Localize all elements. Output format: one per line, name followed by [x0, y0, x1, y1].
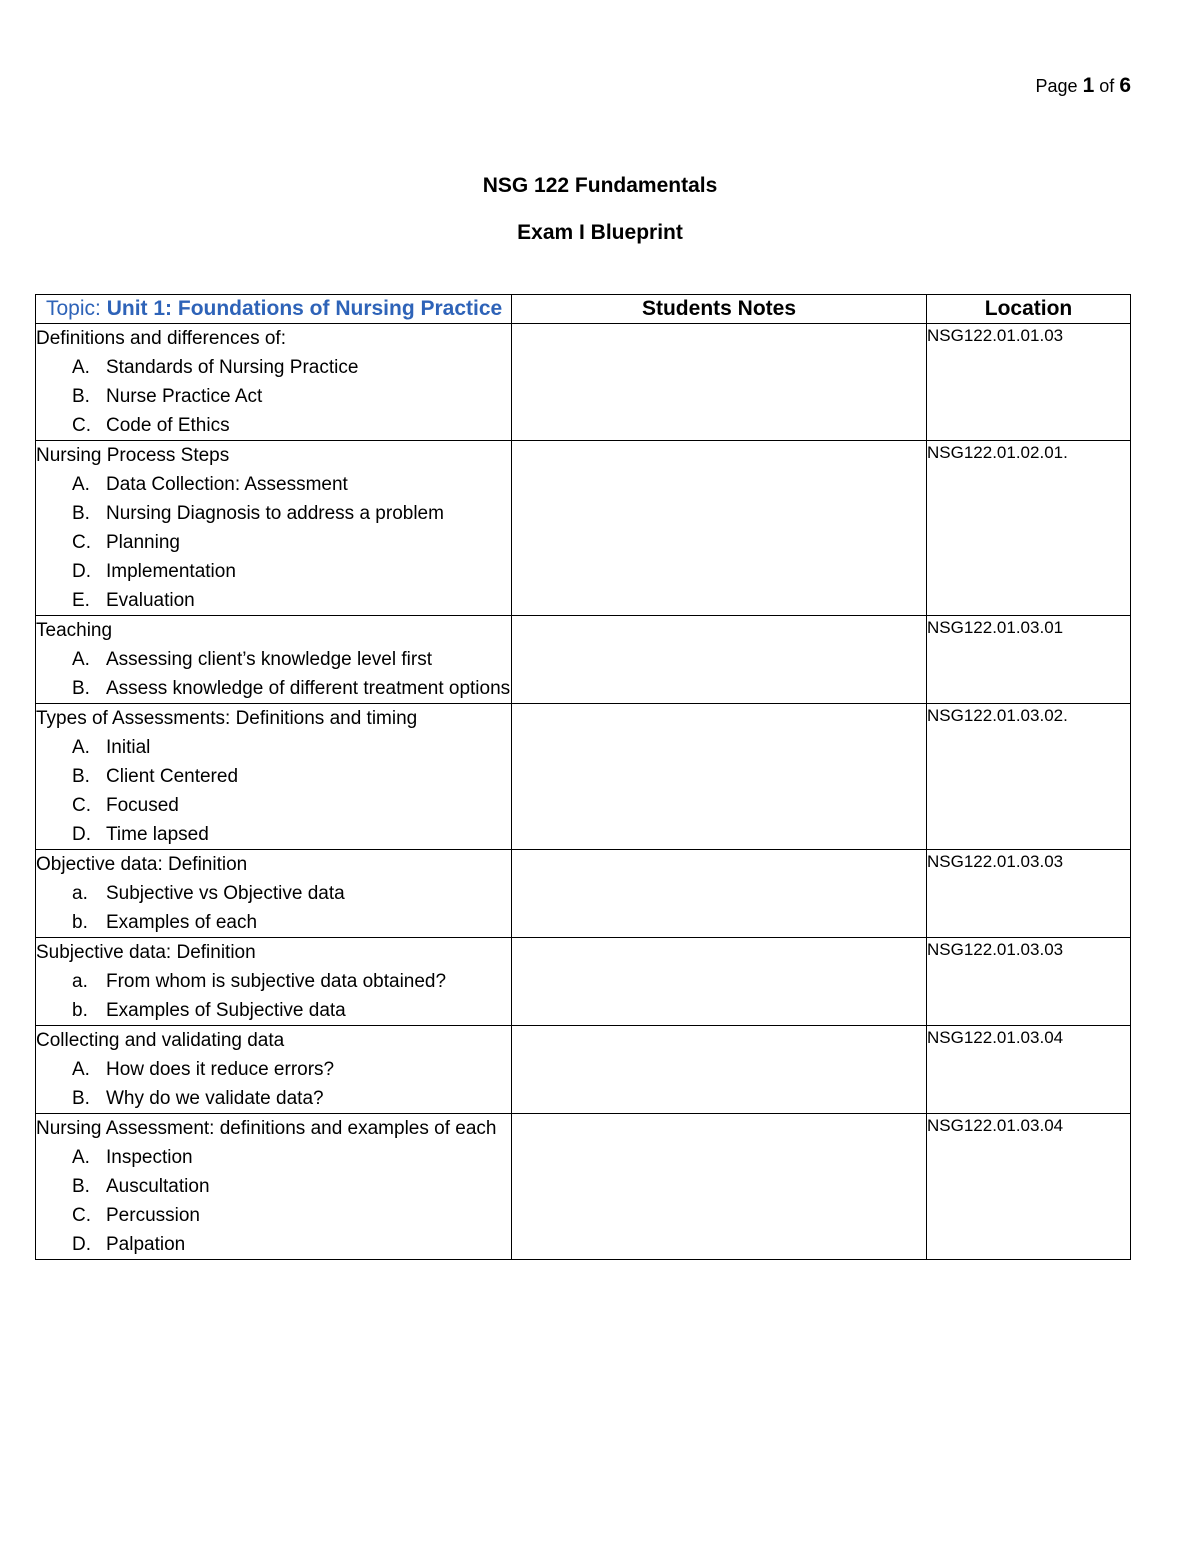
table-row [36, 1114, 1131, 1260]
table-row [36, 616, 1131, 704]
list-item [36, 499, 511, 528]
item-list [36, 733, 511, 849]
topic-prefix: Topic: [46, 297, 101, 320]
topic-cell [36, 850, 512, 938]
item-text: Assessing client’s knowledge level first [106, 649, 432, 670]
list-item [36, 1172, 511, 1201]
topic-cell [36, 1114, 512, 1260]
list-item [36, 674, 511, 703]
topic-header [36, 295, 512, 324]
topic-cell [36, 1026, 512, 1114]
document-title: NSG 122 Fundamentals [482, 174, 718, 197]
list-item [36, 733, 511, 762]
item-marker: B. [72, 1088, 90, 1109]
location-cell: NSG122.01.03.01 [927, 616, 1131, 704]
item-text: Assess knowledge of different treatment options [106, 678, 511, 699]
page-number [1000, 74, 1131, 98]
item-text: Implementation [106, 561, 236, 582]
item-marker: B. [72, 766, 90, 787]
row-heading: Definitions and differences of: [36, 328, 286, 349]
list-item [36, 411, 511, 440]
location-cell: NSG122.01.03.03 [927, 938, 1131, 1026]
location-cell: NSG122.01.03.04 [927, 1026, 1131, 1114]
item-text: Standards of Nursing Practice [106, 357, 359, 378]
page-total: 6 [1119, 74, 1131, 97]
topic-cell [36, 938, 512, 1026]
item-marker: C. [72, 795, 91, 816]
item-text: Palpation [106, 1234, 186, 1255]
item-marker: C. [72, 1205, 91, 1226]
row-heading: Types of Assessments: Definitions and timing [36, 708, 418, 729]
item-text: Examples of each [106, 912, 258, 933]
location-cell: NSG122.01.01.03 [927, 324, 1131, 441]
table-row [36, 704, 1131, 850]
item-marker: B. [72, 386, 90, 407]
list-item [36, 1201, 511, 1230]
list-item [36, 908, 511, 937]
item-marker: A. [72, 1059, 90, 1080]
item-marker: D. [72, 824, 91, 845]
item-text: Time lapsed [106, 824, 209, 845]
list-item [36, 762, 511, 791]
blueprint-table [35, 294, 1131, 1260]
row-heading: Nursing Process Steps [36, 445, 230, 466]
item-text: Focused [106, 795, 179, 816]
list-item [36, 557, 511, 586]
item-marker: b. [72, 912, 88, 933]
location-header: Location [927, 295, 1131, 324]
list-item [36, 1143, 511, 1172]
list-item [36, 1084, 511, 1113]
topic-cell [36, 616, 512, 704]
item-list [36, 1143, 511, 1259]
item-marker: E. [72, 590, 90, 611]
topic-cell [36, 704, 512, 850]
item-text: How does it reduce errors? [106, 1059, 335, 1080]
list-item [36, 528, 511, 557]
notes-cell[interactable] [512, 1114, 927, 1260]
item-marker: B. [72, 1176, 90, 1197]
item-text: Auscultation [106, 1176, 210, 1197]
item-marker: a. [72, 883, 88, 904]
item-marker: A. [72, 737, 90, 758]
row-heading: Teaching [36, 620, 113, 641]
item-list [36, 470, 511, 615]
row-heading: Collecting and validating data [36, 1030, 285, 1051]
item-marker: C. [72, 415, 91, 436]
location-cell: NSG122.01.03.02. [927, 704, 1131, 850]
topic-cell [36, 324, 512, 441]
item-list [36, 1055, 511, 1113]
item-marker: D. [72, 1234, 91, 1255]
item-text: Evaluation [106, 590, 195, 611]
item-text: Percussion [106, 1205, 200, 1226]
list-item [36, 645, 511, 674]
item-marker: A. [72, 1147, 90, 1168]
item-marker: B. [72, 503, 90, 524]
item-marker: b. [72, 1000, 88, 1021]
item-text: Nurse Practice Act [106, 386, 263, 407]
list-item [36, 1055, 511, 1084]
table-row [36, 1026, 1131, 1114]
notes-cell[interactable] [512, 324, 927, 441]
list-item [36, 353, 511, 382]
table-row [36, 324, 1131, 441]
item-marker: A. [72, 474, 90, 495]
page-current: 1 [1082, 74, 1095, 97]
item-list [36, 879, 511, 937]
item-text: Inspection [106, 1147, 193, 1168]
item-marker: a. [72, 971, 88, 992]
item-text: From whom is subjective data obtained? [106, 971, 447, 992]
notes-header: Students Notes [512, 295, 927, 324]
item-marker: C. [72, 532, 91, 553]
item-list [36, 645, 511, 703]
list-item [36, 586, 511, 615]
notes-cell[interactable] [512, 704, 927, 850]
item-list [36, 967, 511, 1025]
item-text: Planning [106, 532, 180, 553]
item-marker: A. [72, 357, 90, 378]
page-of: of [1099, 76, 1115, 96]
table-row [36, 938, 1131, 1026]
location-cell: NSG122.01.03.04 [927, 1114, 1131, 1260]
list-item [36, 791, 511, 820]
item-marker: A. [72, 649, 90, 670]
row-heading: Subjective data: Definition [36, 942, 256, 963]
topic-name: Unit 1: Foundations of Nursing Practice [106, 297, 503, 320]
item-text: Subjective vs Objective data [106, 883, 345, 904]
location-cell: NSG122.01.03.03 [927, 850, 1131, 938]
table-row [36, 441, 1131, 616]
row-heading: Nursing Assessment: definitions and examples of each [36, 1118, 497, 1139]
item-marker: D. [72, 561, 91, 582]
table-row [36, 850, 1131, 938]
location-cell: NSG122.01.02.01. [927, 441, 1131, 616]
list-item [36, 1230, 511, 1259]
notes-cell[interactable] [512, 938, 927, 1026]
page-label: Page [1035, 76, 1078, 96]
list-item [36, 820, 511, 849]
list-item [36, 879, 511, 908]
topic-cell [36, 441, 512, 616]
item-text: Code of Ethics [106, 415, 230, 436]
item-text: Why do we validate data? [106, 1088, 324, 1109]
row-heading: Objective data: Definition [36, 854, 248, 875]
list-item [36, 382, 511, 411]
notes-cell[interactable] [512, 616, 927, 704]
list-item [36, 996, 511, 1025]
list-item [36, 470, 511, 499]
item-text: Examples of Subjective data [106, 1000, 346, 1021]
document-subtitle: Exam I Blueprint [517, 221, 683, 244]
item-text: Initial [106, 737, 151, 758]
notes-cell[interactable] [512, 850, 927, 938]
item-text: Client Centered [106, 766, 239, 787]
notes-cell[interactable] [512, 1026, 927, 1114]
item-list [36, 353, 511, 440]
item-text: Nursing Diagnosis to address a problem [106, 503, 444, 524]
header-row [36, 295, 1131, 324]
notes-cell[interactable] [512, 441, 927, 616]
list-item [36, 967, 511, 996]
item-text: Data Collection: Assessment [106, 474, 348, 495]
item-marker: B. [72, 678, 90, 699]
